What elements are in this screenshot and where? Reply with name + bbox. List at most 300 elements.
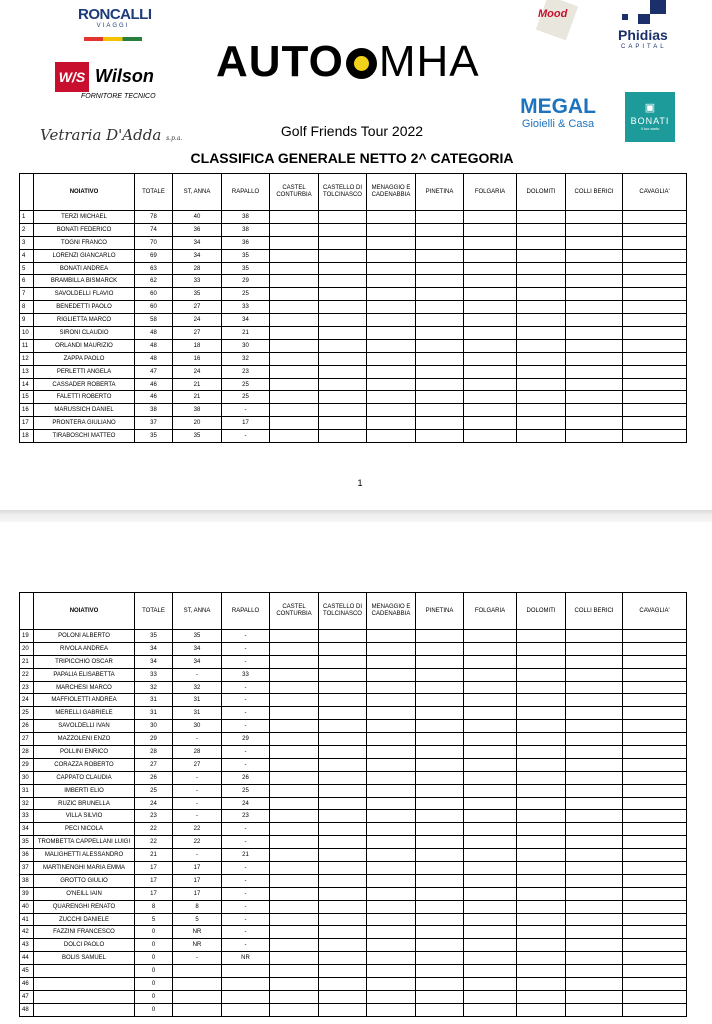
column-header: RAPALLO bbox=[222, 593, 270, 630]
score-cell bbox=[623, 391, 687, 404]
score-cell bbox=[416, 642, 464, 655]
score-cell bbox=[416, 391, 464, 404]
rank-cell: 17 bbox=[20, 417, 34, 430]
rank-cell: 45 bbox=[20, 965, 34, 978]
score-cell bbox=[416, 746, 464, 759]
column-header: CASTEL CONTURBIA bbox=[270, 174, 319, 211]
score-cell: - bbox=[222, 862, 270, 875]
score-cell bbox=[367, 720, 416, 733]
score-cell bbox=[623, 378, 687, 391]
column-header: DOLOMITI bbox=[517, 593, 566, 630]
score-cell bbox=[270, 733, 319, 746]
score-cell bbox=[319, 771, 367, 784]
score-cell bbox=[517, 391, 566, 404]
score-cell: 22 bbox=[135, 823, 173, 836]
score-cell bbox=[270, 771, 319, 784]
score-cell bbox=[367, 417, 416, 430]
score-cell bbox=[319, 327, 367, 340]
column-header: NOIATIVO bbox=[34, 593, 135, 630]
megal-sub: Gioielli & Casa bbox=[521, 118, 595, 130]
score-cell bbox=[517, 681, 566, 694]
bonati-sub: Il tuo sarto bbox=[640, 126, 660, 131]
score-cell bbox=[623, 939, 687, 952]
score-cell: 22 bbox=[173, 836, 222, 849]
score-cell bbox=[319, 939, 367, 952]
roncalli-logo bbox=[78, 6, 152, 44]
score-cell bbox=[173, 990, 222, 1003]
table-row bbox=[20, 939, 687, 952]
roncalli-name: RONCALLI bbox=[78, 6, 152, 23]
player-name-cell: VILLA SILVIO bbox=[34, 810, 135, 823]
score-cell bbox=[270, 939, 319, 952]
score-cell: 35 bbox=[222, 249, 270, 262]
score-cell bbox=[270, 758, 319, 771]
score-cell bbox=[416, 314, 464, 327]
score-cell bbox=[566, 642, 623, 655]
score-cell: - bbox=[222, 926, 270, 939]
score-cell bbox=[566, 668, 623, 681]
player-name-cell: POLONI ALBERTO bbox=[34, 630, 135, 643]
score-cell bbox=[173, 1003, 222, 1016]
rank-cell: 33 bbox=[20, 810, 34, 823]
rank-cell: 30 bbox=[20, 771, 34, 784]
score-cell bbox=[270, 365, 319, 378]
table-row bbox=[20, 630, 687, 643]
score-cell bbox=[319, 249, 367, 262]
score-cell bbox=[566, 249, 623, 262]
score-cell bbox=[222, 1003, 270, 1016]
score-cell bbox=[270, 668, 319, 681]
score-cell bbox=[623, 314, 687, 327]
score-cell bbox=[464, 707, 517, 720]
score-cell bbox=[517, 694, 566, 707]
score-cell bbox=[623, 720, 687, 733]
score-cell bbox=[566, 655, 623, 668]
score-cell bbox=[319, 965, 367, 978]
table-row bbox=[20, 1003, 687, 1016]
page-1 bbox=[0, 0, 712, 510]
score-cell: - bbox=[222, 655, 270, 668]
score-cell: 25 bbox=[135, 784, 173, 797]
score-cell bbox=[517, 926, 566, 939]
score-cell bbox=[270, 849, 319, 862]
player-name-cell: ORLANDI MAURIZIO bbox=[34, 339, 135, 352]
score-cell bbox=[319, 707, 367, 720]
score-cell: 35 bbox=[173, 430, 222, 443]
score-cell: NR bbox=[173, 926, 222, 939]
score-cell bbox=[566, 939, 623, 952]
score-cell: NR bbox=[173, 939, 222, 952]
score-cell: 34 bbox=[135, 655, 173, 668]
vetraria-logo bbox=[40, 126, 183, 148]
score-cell bbox=[623, 417, 687, 430]
score-cell: - bbox=[222, 694, 270, 707]
score-cell bbox=[566, 262, 623, 275]
table-row bbox=[20, 746, 687, 759]
score-cell bbox=[416, 249, 464, 262]
column-header bbox=[20, 174, 34, 211]
rank-cell: 22 bbox=[20, 668, 34, 681]
score-cell bbox=[416, 681, 464, 694]
score-cell bbox=[566, 733, 623, 746]
phidias-block-icon bbox=[650, 0, 666, 14]
score-cell bbox=[517, 965, 566, 978]
score-cell bbox=[464, 836, 517, 849]
table-row bbox=[20, 642, 687, 655]
score-cell: - bbox=[222, 630, 270, 643]
table-row bbox=[20, 301, 687, 314]
score-cell bbox=[623, 365, 687, 378]
score-cell bbox=[623, 694, 687, 707]
score-cell: 30 bbox=[222, 339, 270, 352]
score-cell bbox=[367, 391, 416, 404]
score-cell bbox=[319, 365, 367, 378]
rank-cell: 20 bbox=[20, 642, 34, 655]
score-cell: 0 bbox=[135, 965, 173, 978]
score-cell bbox=[367, 939, 416, 952]
score-cell bbox=[270, 223, 319, 236]
rank-cell: 25 bbox=[20, 707, 34, 720]
score-cell bbox=[319, 913, 367, 926]
player-name-cell: ZUCCHI DANIELE bbox=[34, 913, 135, 926]
player-name-cell: ZAPPA PAOLO bbox=[34, 352, 135, 365]
score-cell bbox=[367, 990, 416, 1003]
score-cell bbox=[623, 430, 687, 443]
score-cell bbox=[623, 275, 687, 288]
score-cell bbox=[464, 417, 517, 430]
score-cell bbox=[270, 681, 319, 694]
score-cell bbox=[566, 836, 623, 849]
rank-cell: 40 bbox=[20, 900, 34, 913]
score-cell bbox=[367, 327, 416, 340]
mood-square-icon bbox=[536, 0, 578, 40]
score-cell: 8 bbox=[173, 900, 222, 913]
score-cell bbox=[319, 862, 367, 875]
rank-cell: 48 bbox=[20, 1003, 34, 1016]
score-cell: 17 bbox=[173, 862, 222, 875]
score-cell: 30 bbox=[135, 720, 173, 733]
table-row bbox=[20, 926, 687, 939]
column-header: TOTALE bbox=[135, 174, 173, 211]
score-cell: 38 bbox=[222, 223, 270, 236]
score-cell bbox=[173, 978, 222, 991]
score-cell bbox=[367, 784, 416, 797]
tour-title: Golf Friends Tour 2022 bbox=[280, 123, 424, 139]
player-name-cell: PRONTERA GIULIANO bbox=[34, 417, 135, 430]
score-cell bbox=[517, 862, 566, 875]
score-cell: 21 bbox=[173, 391, 222, 404]
score-cell: 28 bbox=[135, 746, 173, 759]
score-cell bbox=[367, 758, 416, 771]
score-cell bbox=[464, 288, 517, 301]
score-cell bbox=[416, 849, 464, 862]
player-name-cell bbox=[34, 1003, 135, 1016]
score-cell bbox=[319, 810, 367, 823]
score-cell bbox=[517, 849, 566, 862]
score-cell: - bbox=[222, 707, 270, 720]
score-cell bbox=[464, 314, 517, 327]
score-cell: 0 bbox=[135, 1003, 173, 1016]
score-cell bbox=[566, 327, 623, 340]
table-row bbox=[20, 655, 687, 668]
score-cell: 20 bbox=[173, 417, 222, 430]
score-cell: 29 bbox=[222, 275, 270, 288]
score-cell bbox=[566, 681, 623, 694]
score-cell bbox=[566, 900, 623, 913]
table-row bbox=[20, 758, 687, 771]
table-row bbox=[20, 365, 687, 378]
score-cell: 23 bbox=[135, 810, 173, 823]
score-cell bbox=[270, 823, 319, 836]
score-cell: 69 bbox=[135, 249, 173, 262]
score-cell bbox=[367, 952, 416, 965]
rank-cell: 16 bbox=[20, 404, 34, 417]
score-cell bbox=[464, 952, 517, 965]
score-cell bbox=[319, 990, 367, 1003]
score-cell bbox=[270, 862, 319, 875]
score-cell bbox=[566, 810, 623, 823]
score-cell bbox=[464, 862, 517, 875]
rank-cell: 1 bbox=[20, 211, 34, 224]
score-cell bbox=[517, 417, 566, 430]
score-cell: 35 bbox=[135, 630, 173, 643]
column-header: COLLI BERICI bbox=[566, 593, 623, 630]
megal-name: MEGAL bbox=[520, 95, 596, 118]
score-cell bbox=[517, 810, 566, 823]
column-header: TOTALE bbox=[135, 593, 173, 630]
player-name-cell bbox=[34, 990, 135, 1003]
rank-cell: 37 bbox=[20, 862, 34, 875]
rank-cell: 6 bbox=[20, 275, 34, 288]
score-cell: 60 bbox=[135, 301, 173, 314]
automha-dot-icon bbox=[346, 48, 377, 79]
score-cell bbox=[623, 990, 687, 1003]
score-cell bbox=[623, 849, 687, 862]
rank-cell: 14 bbox=[20, 378, 34, 391]
table-row bbox=[20, 900, 687, 913]
score-cell bbox=[367, 352, 416, 365]
column-header: CASTEL CONTURBIA bbox=[270, 593, 319, 630]
score-cell bbox=[319, 262, 367, 275]
rank-cell: 38 bbox=[20, 874, 34, 887]
score-cell bbox=[270, 952, 319, 965]
rank-cell: 13 bbox=[20, 365, 34, 378]
player-name-cell: FAZZINI FRANCESCO bbox=[34, 926, 135, 939]
score-cell bbox=[367, 668, 416, 681]
score-cell bbox=[367, 900, 416, 913]
player-name-cell: RIVOLA ANDREA bbox=[34, 642, 135, 655]
score-cell bbox=[464, 1003, 517, 1016]
score-cell bbox=[623, 887, 687, 900]
score-cell bbox=[416, 990, 464, 1003]
score-cell bbox=[566, 990, 623, 1003]
table-row bbox=[20, 887, 687, 900]
score-cell bbox=[566, 887, 623, 900]
score-cell bbox=[566, 965, 623, 978]
table-row bbox=[20, 823, 687, 836]
score-cell: 21 bbox=[173, 378, 222, 391]
player-name-cell: LORENZI GIANCARLO bbox=[34, 249, 135, 262]
score-cell bbox=[270, 288, 319, 301]
rank-cell: 47 bbox=[20, 990, 34, 1003]
score-cell bbox=[623, 913, 687, 926]
player-name-cell: RIGLIETTA MARCO bbox=[34, 314, 135, 327]
score-cell bbox=[623, 339, 687, 352]
player-name-cell: GROTTO GIULIO bbox=[34, 874, 135, 887]
automha-part2: MHA bbox=[378, 37, 480, 86]
player-name-cell: RUZIC BRUNELLA bbox=[34, 797, 135, 810]
score-cell bbox=[464, 223, 517, 236]
score-cell bbox=[367, 314, 416, 327]
player-name-cell: SAVOLDELLI FLAVIO bbox=[34, 288, 135, 301]
table-row bbox=[20, 771, 687, 784]
score-cell: 35 bbox=[173, 630, 222, 643]
rank-cell: 23 bbox=[20, 681, 34, 694]
ranking-table-page-1 bbox=[19, 173, 687, 443]
rank-cell: 27 bbox=[20, 733, 34, 746]
rank-cell: 7 bbox=[20, 288, 34, 301]
score-cell bbox=[416, 900, 464, 913]
score-cell: - bbox=[173, 849, 222, 862]
score-cell bbox=[270, 797, 319, 810]
score-cell: 27 bbox=[173, 301, 222, 314]
score-cell: 37 bbox=[135, 417, 173, 430]
column-header: MENAGGIO E CADENABBIA bbox=[367, 174, 416, 211]
score-cell bbox=[464, 275, 517, 288]
score-cell bbox=[517, 327, 566, 340]
score-cell bbox=[367, 223, 416, 236]
column-header: RAPALLO bbox=[222, 174, 270, 211]
score-cell bbox=[319, 952, 367, 965]
score-cell: 62 bbox=[135, 275, 173, 288]
score-cell: 17 bbox=[135, 887, 173, 900]
score-cell: - bbox=[222, 681, 270, 694]
wilson-tagline: FORNITORE TECNICO bbox=[81, 93, 156, 100]
table-row bbox=[20, 810, 687, 823]
rank-cell: 32 bbox=[20, 797, 34, 810]
score-cell bbox=[416, 874, 464, 887]
score-cell bbox=[464, 378, 517, 391]
score-cell: 36 bbox=[173, 223, 222, 236]
phidias-block-icon bbox=[638, 14, 650, 24]
score-cell bbox=[222, 978, 270, 991]
score-cell: 33 bbox=[135, 668, 173, 681]
score-cell bbox=[566, 417, 623, 430]
score-cell bbox=[270, 430, 319, 443]
score-cell bbox=[464, 430, 517, 443]
automha-part1: AUTO bbox=[216, 37, 344, 86]
score-cell: 16 bbox=[173, 352, 222, 365]
score-cell bbox=[464, 758, 517, 771]
score-cell bbox=[367, 630, 416, 643]
score-cell bbox=[367, 430, 416, 443]
score-cell bbox=[367, 301, 416, 314]
column-header bbox=[20, 593, 34, 630]
table-row bbox=[20, 211, 687, 224]
score-cell bbox=[464, 939, 517, 952]
score-cell bbox=[416, 952, 464, 965]
score-cell bbox=[566, 404, 623, 417]
score-cell bbox=[464, 391, 517, 404]
score-cell bbox=[319, 339, 367, 352]
score-cell: 17 bbox=[173, 874, 222, 887]
score-cell bbox=[517, 223, 566, 236]
score-cell bbox=[566, 1003, 623, 1016]
score-cell bbox=[367, 249, 416, 262]
score-cell: 25 bbox=[222, 391, 270, 404]
score-cell bbox=[464, 301, 517, 314]
score-cell bbox=[416, 301, 464, 314]
score-cell bbox=[517, 874, 566, 887]
table-row bbox=[20, 733, 687, 746]
score-cell bbox=[464, 630, 517, 643]
player-name-cell: MAFFIOLETTI ANDREA bbox=[34, 694, 135, 707]
player-name-cell: SIRONI CLAUDIO bbox=[34, 327, 135, 340]
score-cell: 0 bbox=[135, 926, 173, 939]
score-cell: - bbox=[173, 784, 222, 797]
player-name-cell: TIRABOSCHI MATTEO bbox=[34, 430, 135, 443]
score-cell bbox=[319, 758, 367, 771]
score-cell bbox=[319, 900, 367, 913]
score-cell bbox=[623, 784, 687, 797]
score-cell bbox=[566, 797, 623, 810]
score-cell bbox=[623, 223, 687, 236]
rank-cell: 31 bbox=[20, 784, 34, 797]
score-cell bbox=[416, 862, 464, 875]
score-cell: 24 bbox=[173, 314, 222, 327]
score-cell bbox=[319, 236, 367, 249]
score-cell bbox=[464, 771, 517, 784]
score-cell bbox=[270, 236, 319, 249]
bonati-logo bbox=[625, 92, 675, 142]
score-cell bbox=[367, 810, 416, 823]
player-name-cell: CAPPATO CLAUDIA bbox=[34, 771, 135, 784]
score-cell bbox=[464, 262, 517, 275]
score-cell bbox=[566, 862, 623, 875]
score-cell: 35 bbox=[173, 288, 222, 301]
rank-cell: 19 bbox=[20, 630, 34, 643]
score-cell bbox=[464, 352, 517, 365]
score-cell bbox=[566, 378, 623, 391]
score-cell bbox=[319, 314, 367, 327]
score-cell bbox=[416, 327, 464, 340]
column-header: CASTELLO DI TOLCINASCO bbox=[319, 593, 367, 630]
player-name-cell: BRAMBILLA BISMARCK bbox=[34, 275, 135, 288]
score-cell bbox=[319, 978, 367, 991]
score-cell bbox=[416, 378, 464, 391]
score-cell bbox=[566, 630, 623, 643]
score-cell bbox=[566, 874, 623, 887]
score-cell bbox=[623, 810, 687, 823]
score-cell bbox=[367, 913, 416, 926]
column-header: ST, ANNA bbox=[173, 174, 222, 211]
score-cell bbox=[319, 378, 367, 391]
score-cell bbox=[416, 939, 464, 952]
player-name-cell: TRIPICCHIO OSCAR bbox=[34, 655, 135, 668]
score-cell bbox=[517, 771, 566, 784]
score-cell: - bbox=[222, 913, 270, 926]
score-cell bbox=[517, 211, 566, 224]
table-row bbox=[20, 952, 687, 965]
score-cell bbox=[270, 707, 319, 720]
column-header: PINETINA bbox=[416, 593, 464, 630]
score-cell: 28 bbox=[173, 262, 222, 275]
score-cell bbox=[270, 314, 319, 327]
score-cell bbox=[367, 655, 416, 668]
score-cell bbox=[464, 236, 517, 249]
score-cell: - bbox=[173, 810, 222, 823]
bonati-name: BONATI bbox=[630, 116, 670, 126]
